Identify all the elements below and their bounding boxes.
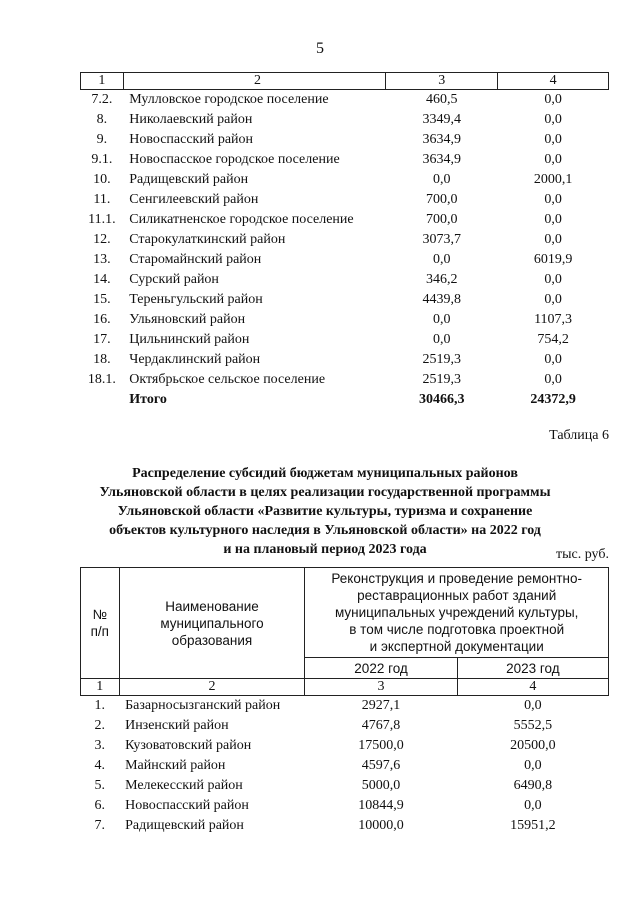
row-value-2023: 0,0 <box>544 352 562 367</box>
header-num-line: п/п <box>90 624 109 639</box>
row-number: 18.1. <box>87 372 116 387</box>
header-num <box>81 568 120 679</box>
row-number: 15. <box>93 292 111 307</box>
row-name: Чердаклинский район <box>129 352 261 367</box>
row-value-2022: 2519,3 <box>422 372 461 387</box>
title-line: Распределение субсидий бюджетам муниципальных районов <box>132 466 518 481</box>
row-value-2022: 3349,4 <box>422 112 461 127</box>
header-group-line: и экспертной документации <box>369 639 544 654</box>
row-value-2022: 700,0 <box>425 192 458 207</box>
table-row <box>81 270 609 290</box>
row-name: Мелекесский район <box>125 778 243 793</box>
row-name: Силикатненское городское поселение <box>129 212 354 227</box>
row-name: Радищевский район <box>129 172 249 187</box>
row-name: Старомайнский район <box>129 252 262 267</box>
row-value-2023: 0,0 <box>544 212 562 227</box>
row-value-2023: 5552,5 <box>513 718 553 733</box>
row-value-2023: 0,0 <box>544 112 562 127</box>
row-value-2023: 0,0 <box>544 192 562 207</box>
header-group-line: в том числе подготовка проектной <box>349 622 565 637</box>
row-name: Сурский район <box>129 272 219 287</box>
header-group-line: Реконструкция и проведение ремонтно- <box>331 571 583 586</box>
row-value-2023: 0,0 <box>544 152 562 167</box>
table-row <box>81 796 609 816</box>
table-row <box>81 230 609 250</box>
table-row <box>81 290 609 310</box>
row-value-2022: 3073,7 <box>422 232 461 247</box>
col-number-4: 4 <box>457 679 608 696</box>
row-number: 9. <box>96 132 108 147</box>
total-blank <box>81 390 124 410</box>
row-number: 8. <box>96 112 108 127</box>
row-value-2023: 754,2 <box>537 332 569 347</box>
total-row <box>81 390 609 410</box>
row-value-2023: 15951,2 <box>510 818 556 833</box>
title-line: Ульяновской области «Развитие культуры, туризма и сохранение <box>117 504 533 519</box>
col-number-4: 4 <box>498 73 609 90</box>
table-row <box>81 250 609 270</box>
row-value-2022: 4767,8 <box>361 718 401 733</box>
row-name: Ульяновский район <box>129 312 246 327</box>
col-number-1: 1 <box>81 73 124 90</box>
row-value-2023: 0,0 <box>544 132 562 147</box>
header-num-line: № <box>92 607 108 622</box>
row-value-2023: 0,0 <box>544 372 562 387</box>
row-number: 7.2. <box>91 92 113 107</box>
table-row <box>81 170 609 190</box>
table-row <box>81 190 609 210</box>
row-value-2022: 10844,9 <box>358 798 404 813</box>
table-row <box>81 776 609 796</box>
row-name: Цильнинский район <box>129 332 250 347</box>
table-row <box>81 756 609 776</box>
row-value-2022: 460,5 <box>425 92 458 107</box>
row-value-2023: 0,0 <box>524 798 542 813</box>
row-value-2023: 6019,9 <box>533 252 573 267</box>
table-row <box>81 330 609 350</box>
col-number-2: 2 <box>123 73 386 90</box>
title-line: и на плановый период 2023 года <box>223 542 427 557</box>
row-value-2023: 2000,1 <box>533 172 573 187</box>
row-value-2022: 5000,0 <box>361 778 401 793</box>
table-row <box>81 696 609 717</box>
row-value-2023: 0,0 <box>544 232 562 247</box>
row-value-2023: 0,0 <box>544 292 562 307</box>
subsidy-table-continued <box>80 72 609 410</box>
row-number: 13. <box>93 252 111 267</box>
row-number: 12. <box>93 232 111 247</box>
table-row <box>81 130 609 150</box>
row-value-2022: 0,0 <box>432 312 451 327</box>
row-number: 11.1. <box>88 212 116 227</box>
row-value-2022: 10000,0 <box>358 818 404 833</box>
row-value-2023: 6490,8 <box>513 778 553 793</box>
row-value-2022: 0,0 <box>432 252 451 267</box>
total-label: Итого <box>129 392 167 407</box>
table-row <box>81 150 609 170</box>
column-number-row <box>81 73 609 90</box>
header-name-line: Наименование <box>165 598 259 614</box>
header-name <box>119 568 305 679</box>
row-name: Новоспасское городское поселение <box>129 152 340 167</box>
row-value-2022: 3634,9 <box>422 152 461 167</box>
row-name: Новоспасский район <box>129 132 254 147</box>
row-number: 1. <box>94 698 106 713</box>
table-row <box>81 350 609 370</box>
row-value-2023: 1107,3 <box>534 312 573 327</box>
row-number: 14. <box>93 272 111 287</box>
row-name: Радищевский район <box>125 818 244 833</box>
row-value-2022: 17500,0 <box>358 738 404 753</box>
col-number-1: 1 <box>81 679 120 696</box>
header-name-line: образования <box>171 632 253 648</box>
header-year-2022: 2022 год <box>305 658 457 679</box>
table-row <box>81 110 609 130</box>
header-row <box>81 568 609 658</box>
title-line: объектов культурного наследия в Ульяновской области» на 2022 год <box>109 523 541 538</box>
row-value-2022: 2519,3 <box>422 352 461 367</box>
table-caption: Таблица 6 <box>549 428 609 443</box>
header-group <box>305 568 609 658</box>
row-name: Инзенский район <box>125 718 229 733</box>
row-name: Майнский район <box>125 758 226 773</box>
header-group-line: муниципальных учреждений культуры, <box>334 605 579 620</box>
total-value-2022: 30466,3 <box>418 392 465 407</box>
row-number: 17. <box>93 332 111 347</box>
row-value-2023: 0,0 <box>544 272 562 287</box>
table-row <box>81 90 609 111</box>
row-name: Базарносызганский район <box>125 698 281 713</box>
row-value-2022: 700,0 <box>425 212 458 227</box>
row-number: 7. <box>94 818 106 833</box>
units-label: тыс. руб. <box>556 547 609 562</box>
col-number-2: 2 <box>119 679 305 696</box>
header-year-2023: 2023 год <box>457 658 608 679</box>
row-value-2022: 346,2 <box>425 272 458 287</box>
row-value-2023: 0,0 <box>524 758 542 773</box>
col-number-3: 3 <box>386 73 498 90</box>
row-number: 11. <box>93 192 111 207</box>
row-number: 9.1. <box>91 152 113 167</box>
row-name: Тереньгульский район <box>129 292 263 307</box>
row-name: Кузоватовский район <box>125 738 252 753</box>
column-number-row <box>81 679 609 696</box>
row-value-2023: 0,0 <box>524 698 542 713</box>
header-name-line: муниципального <box>160 615 264 631</box>
row-number: 5. <box>94 778 106 793</box>
row-value-2022: 0,0 <box>432 172 451 187</box>
row-name: Новоспасский район <box>125 798 249 813</box>
table-row <box>81 816 609 836</box>
table-row <box>81 310 609 330</box>
header-group-line: реставрационных работ зданий <box>357 588 557 603</box>
table-row <box>81 370 609 390</box>
row-name: Старокулаткинский район <box>129 232 286 247</box>
col-number-3: 3 <box>305 679 457 696</box>
row-value-2022: 2927,1 <box>361 698 401 713</box>
row-value-2022: 4597,6 <box>361 758 401 773</box>
row-number: 3. <box>94 738 106 753</box>
row-name: Николаевский район <box>129 112 253 127</box>
title-line: Ульяновской области в целях реализации государственной программы <box>99 485 551 500</box>
row-value-2022: 3634,9 <box>422 132 461 147</box>
table-row <box>81 716 609 736</box>
row-value-2023: 0,0 <box>544 92 562 107</box>
subsidy-table-6 <box>80 567 609 836</box>
row-value-2023: 20500,0 <box>510 738 556 753</box>
row-name: Сенгилеевский район <box>129 192 259 207</box>
row-name: Мулловское городское поселение <box>129 92 329 107</box>
row-number: 4. <box>94 758 106 773</box>
table-title <box>60 464 590 559</box>
row-number: 10. <box>93 172 111 187</box>
table-row <box>81 736 609 756</box>
table-row <box>81 210 609 230</box>
row-number: 6. <box>94 798 106 813</box>
row-number: 18. <box>93 352 111 367</box>
row-number: 2. <box>94 718 106 733</box>
row-value-2022: 4439,8 <box>422 292 461 307</box>
page-number: 5 <box>316 40 324 57</box>
row-name: Октябрьское сельское поселение <box>129 372 326 387</box>
total-value-2023: 24372,9 <box>530 392 576 407</box>
row-number: 16. <box>93 312 111 327</box>
row-value-2022: 0,0 <box>432 332 451 347</box>
